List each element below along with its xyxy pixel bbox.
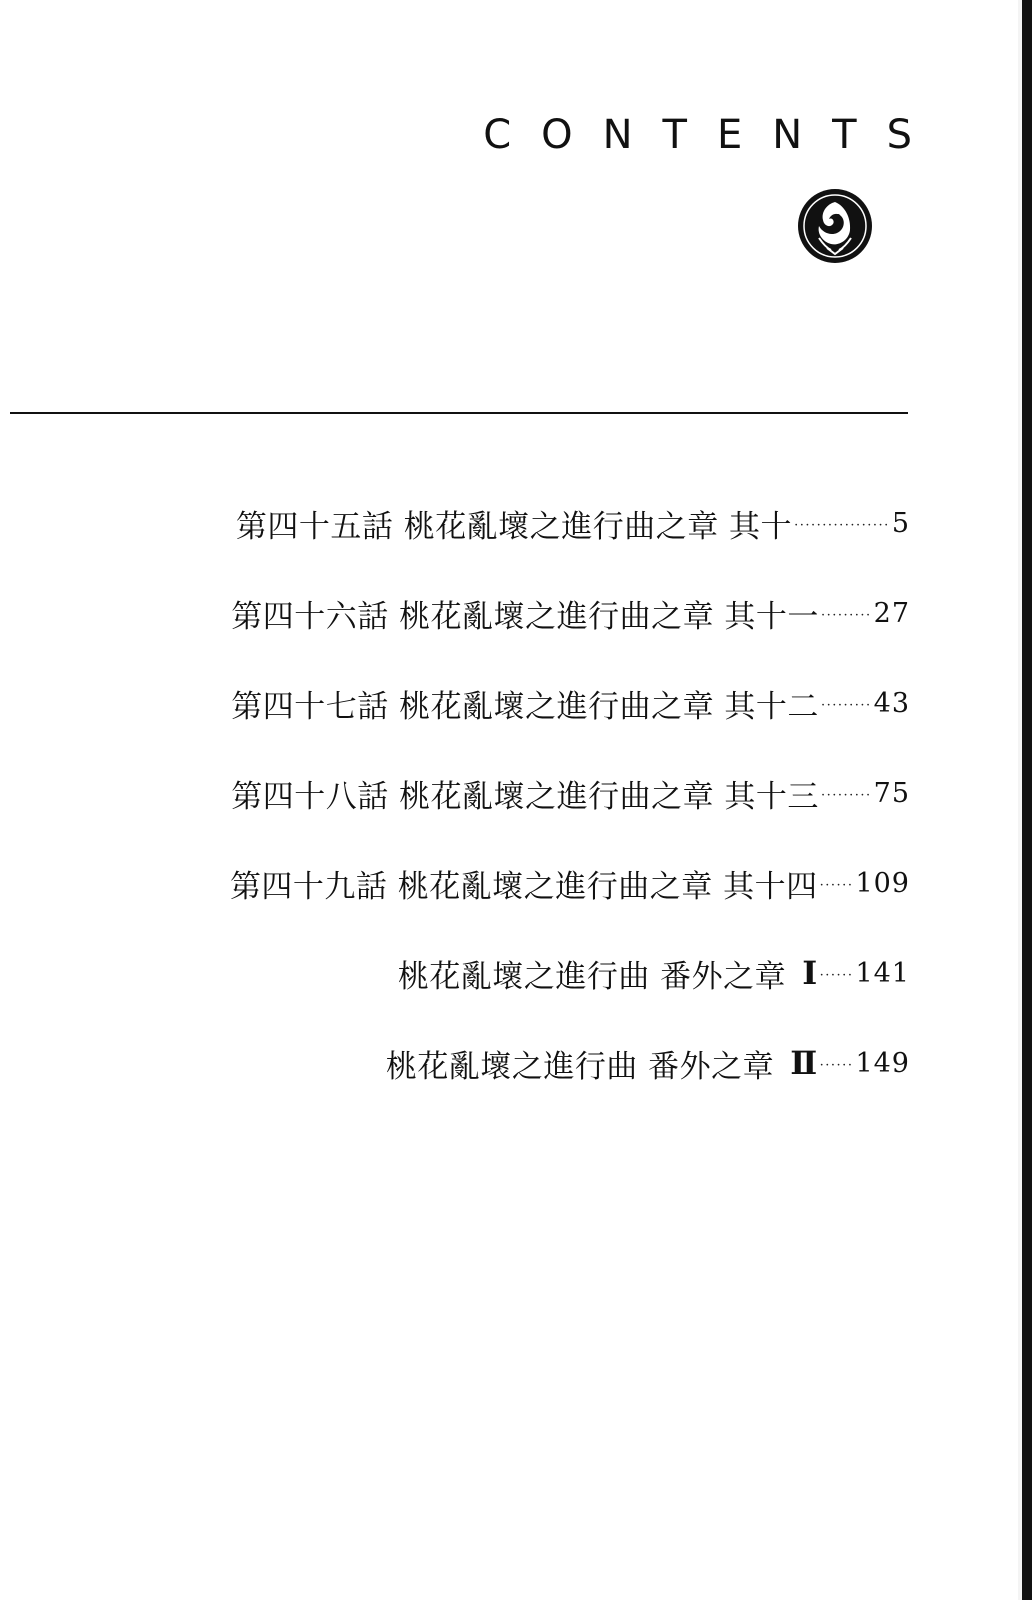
toc-leader-dots: ········· bbox=[820, 607, 872, 623]
toc-entry[interactable] bbox=[231, 768, 910, 818]
toc-chapter-title: 第四十七話 桃花亂壞之進行曲之章 其十二 bbox=[231, 688, 819, 725]
toc-chapter-title: 桃花亂壞之進行曲 番外之章 bbox=[397, 958, 787, 995]
toc-chapter-title: 第四十六話 桃花亂壞之進行曲之章 其十一 bbox=[231, 598, 819, 635]
toc-leader-dots: ················· bbox=[794, 517, 890, 533]
toc-chapter-title: 第四十八話 桃花亂壞之進行曲之章 其十三 bbox=[231, 778, 819, 815]
toc-page-number: 149 bbox=[855, 1047, 910, 1079]
toc-chapter-title: 桃花亂壞之進行曲 番外之章 bbox=[385, 1048, 775, 1085]
toc-entry[interactable] bbox=[398, 948, 910, 998]
toc-chapter-title: 第四十九話 桃花亂壞之進行曲之章 其十四 bbox=[229, 868, 818, 905]
toc-leader-dots: ········· bbox=[820, 787, 872, 803]
toc-entry[interactable] bbox=[231, 678, 910, 728]
toc-roman-numeral: Ⅰ bbox=[802, 954, 818, 992]
page-edge-border bbox=[1022, 0, 1032, 1600]
toc-entry[interactable] bbox=[386, 1038, 910, 1088]
toc-entry[interactable] bbox=[230, 858, 910, 908]
toc-page-number: 43 bbox=[873, 687, 910, 719]
section-divider bbox=[10, 412, 908, 414]
toc-entry[interactable] bbox=[236, 498, 910, 548]
toc-page-number: 109 bbox=[855, 867, 910, 899]
toc-page-number: 141 bbox=[855, 957, 910, 989]
phoenix-crest-icon bbox=[797, 188, 873, 264]
toc-page-number: 5 bbox=[891, 507, 910, 539]
toc-leader-dots: ······ bbox=[819, 1057, 854, 1073]
toc-page-number: 75 bbox=[873, 777, 910, 809]
toc-leader-dots: ········· bbox=[820, 697, 872, 713]
toc-leader-dots: ······ bbox=[819, 967, 854, 983]
toc-chapter-title: 第四十五話 桃花亂壞之進行曲之章 其十 bbox=[235, 508, 793, 545]
toc-entry[interactable] bbox=[231, 588, 910, 638]
toc-page-number: 27 bbox=[873, 597, 910, 629]
toc-leader-dots: ······ bbox=[819, 877, 854, 893]
toc-roman-numeral: Ⅱ bbox=[790, 1044, 818, 1082]
contents-heading: CONTENTS bbox=[483, 112, 942, 158]
